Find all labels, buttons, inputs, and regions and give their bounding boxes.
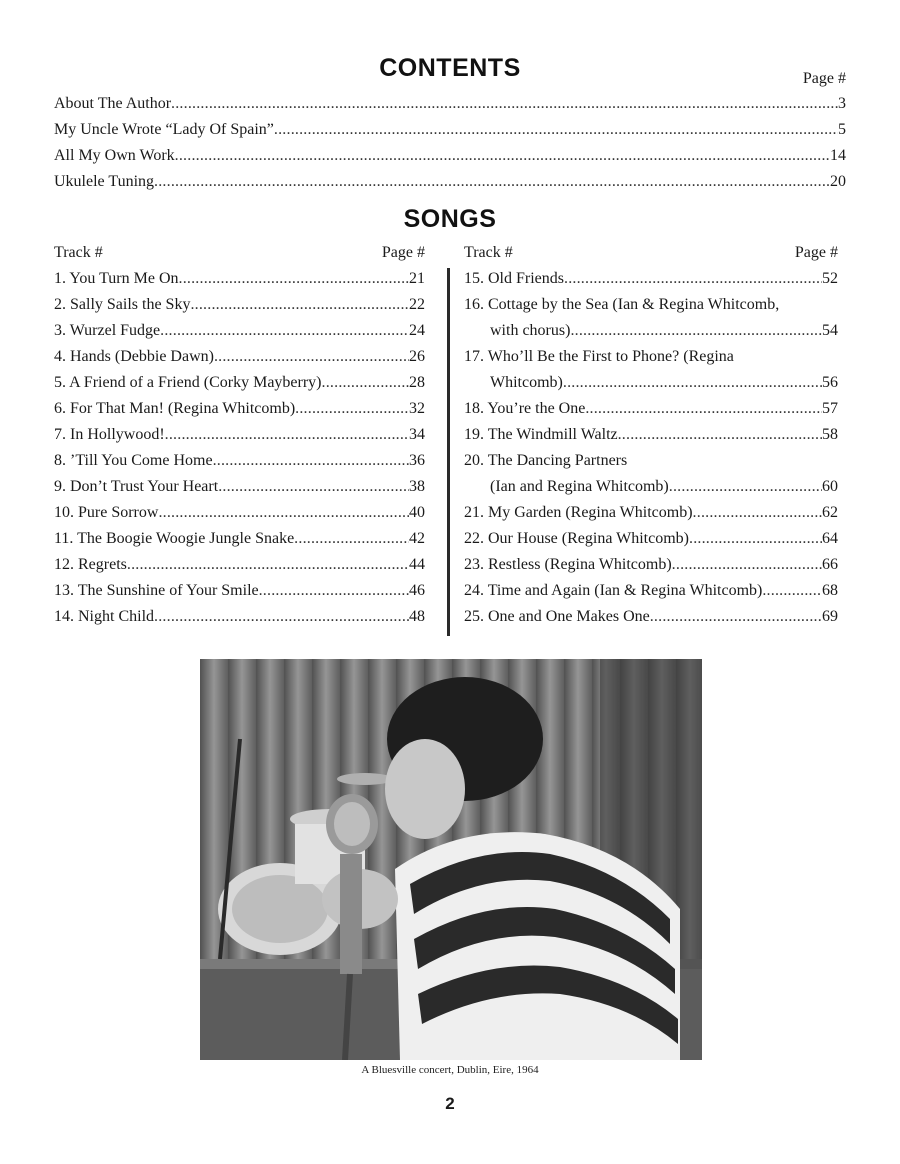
song-entry: 13. The Sunshine of Your Smile ..... 46 — [54, 578, 425, 604]
song-entry: 2. Sally Sails the Sky ..... 22 — [54, 292, 425, 318]
song-entry: 25. One and One Makes One ..... 69 — [464, 604, 838, 630]
song-entry: 8. ’Till You Come Home ..... 36 — [54, 448, 425, 474]
song-entry: 3. Wurzel Fudge ..... 24 — [54, 318, 425, 344]
track-header: Track # — [54, 244, 103, 261]
track-header: Track # — [464, 244, 513, 261]
song-entry-line2: Whitcomb) ..... 56 — [464, 370, 838, 396]
song-entry: 12. Regrets ..... 44 — [54, 552, 425, 578]
contents-heading: CONTENTS — [379, 54, 521, 82]
song-entry: 6. For That Man! (Regina Whitcomb) ..... 32 — [54, 396, 425, 422]
song-entry: 15. Old Friends ..... 52 — [464, 266, 838, 292]
song-entry: 14. Night Child ..... 48 — [54, 604, 425, 630]
song-entry: 19. The Windmill Waltz ..... 58 — [464, 422, 838, 448]
toc-item: Ukulele Tuning ..... 20 — [54, 169, 846, 195]
song-entry: 7. In Hollywood! ..... 34 — [54, 422, 425, 448]
song-entry: 21. My Garden (Regina Whitcomb) ..... 62 — [464, 500, 838, 526]
page-number: 2 — [445, 1094, 455, 1113]
concert-photo — [200, 659, 702, 1060]
songs-left-header — [54, 240, 425, 266]
column-divider — [447, 268, 450, 636]
songs-left-column — [54, 240, 425, 630]
song-entry: 10. Pure Sorrow ..... 40 — [54, 500, 425, 526]
song-entry: 4. Hands (Debbie Dawn) ..... 26 — [54, 344, 425, 370]
song-entry: 23. Restless (Regina Whitcomb) ..... 66 — [464, 552, 838, 578]
song-entry: 11. The Boogie Woogie Jungle Snake ..... 42 — [54, 526, 425, 552]
song-entry: 22. Our House (Regina Whitcomb) ..... 64 — [464, 526, 838, 552]
song-entry: 18. You’re the One ..... 57 — [464, 396, 838, 422]
songs-right-header — [464, 240, 838, 266]
songs-right-column — [464, 240, 838, 630]
song-entry: 24. Time and Again (Ian & Regina Whitcomb) ..... 68 — [464, 578, 838, 604]
song-entry: 9. Don’t Trust Your Heart ..... 38 — [54, 474, 425, 500]
song-entry: 5. A Friend of a Friend (Corky Mayberry) ..... 28 — [54, 370, 425, 396]
song-entry-line1: 20. The Dancing Partners — [464, 452, 628, 469]
page-header: Page # — [794, 244, 838, 261]
songs-heading: SONGS — [403, 205, 497, 233]
toc-item: All My Own Work ..... 14 — [54, 143, 846, 169]
photo-caption: A Bluesville concert, Dublin, Eire, 1964 — [361, 1064, 539, 1076]
page-header: Page # — [381, 244, 425, 261]
song-entry-line1: 16. Cottage by the Sea (Ian & Regina Whitcomb, — [464, 296, 780, 313]
toc-item: My Uncle Wrote “Lady Of Spain” ..... 5 — [54, 117, 846, 143]
song-entry-line2: with chorus) ..... 54 — [464, 318, 838, 344]
concert-photo-illustration — [200, 659, 702, 1060]
contents-page-header: Page # — [802, 70, 846, 87]
toc-item: About The Author ..... 3 — [54, 91, 846, 117]
song-entry-line1: 17. Who’ll Be the First to Phone? (Regina — [464, 348, 734, 365]
song-entry-line2: (Ian and Regina Whitcomb) ..... 60 — [464, 474, 838, 500]
song-entry: 1. You Turn Me On ..... 21 — [54, 266, 425, 292]
